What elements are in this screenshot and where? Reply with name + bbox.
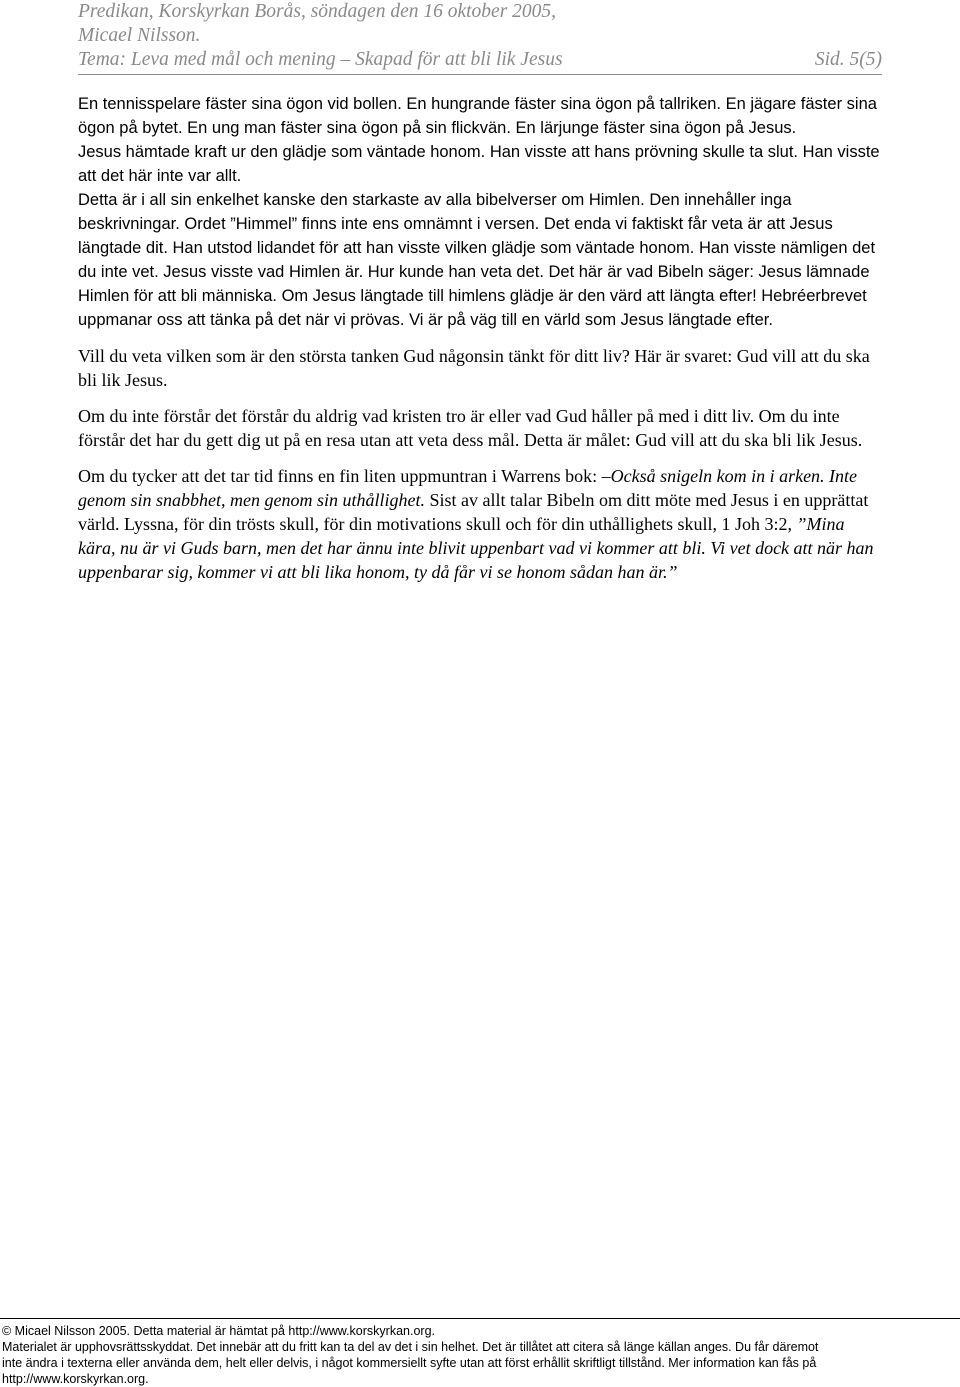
p6-quote-snail: –Också snigeln kom in i arken. Inte genom sin snabbhet, men genom sin uthållighet.	[78, 466, 858, 510]
footer-line-3: inte ändra i texterna eller använda dem, helt eller delvis, i något kommersiellt syfte utan att först erhållit skriftligt tillstånd. Mer information kan fås på	[2, 1356, 817, 1370]
document-body	[78, 92, 882, 596]
paragraph-3: Detta är i all sin enkelhet kanske den starkaste av alla bibelverser om Himlen. Den innehåller inga beskrivningar. Ordet ”Himmel” finns inte ens omnämnt i versen. Det enda vi faktiskt får veta är att Jesus längtade dit. Han utstod lidandet för att han visste vilken glädje som väntade honom. Han visste nämligen det du inte vet. Jesus visste vad Himlen är. Hur kunde han veta det. Det här är vad Bibeln säger: Jesus lämnade Himlen för att bli människa. Om Jesus längtade till himlens glädje är den värd att längta efter! Hebréerbrevet uppmanar oss att tänka på det när vi prövas. Vi är på väg till en värld som Jesus längtade efter.	[78, 191, 876, 329]
footer-line-2: Materialet är upphovsrättsskyddat. Det innebär att du fritt kan ta del av det i sin helhet. Det är tillåtet att citera så länge källan anges. Du får däremot	[2, 1340, 819, 1354]
header-line-3	[78, 48, 882, 72]
p6-text-c: Sist av allt talar Bibeln om ditt möte med Jesus i en upprättat värld. Lyssna, för din trösts skull, för din motivations skull och för din uthållighets skull, 1 Joh 3:2,	[78, 490, 869, 534]
paragraph-1: En tennisspelare fäster sina ögon vid bollen. En hungrande fäster sina ögon på tallriken. En jägare fäster sina ögon på bytet. En ung man fäster sina ögon på sin flickvän. En lärjunge fäster sina ögon på Jesus.	[78, 95, 877, 137]
page-footer	[0, 1318, 960, 1387]
page-header	[78, 0, 882, 75]
paragraph-4: Vill du veta vilken som är den största tanken Gud någonsin tänkt för ditt liv? Här är svaret: Gud vill att du ska bli lik Jesus.	[78, 346, 870, 390]
footer-line-1: © Micael Nilsson 2005. Detta material är hämtat på http://www.korskyrkan.org.	[2, 1324, 435, 1338]
footer-line-4: http://www.korskyrkan.org.	[2, 1372, 149, 1386]
p6-text-a: Om du tycker att det tar tid finns en fin liten uppmuntran i Warrens bok:	[78, 466, 602, 486]
paragraph-5: Om du inte förstår det förstår du aldrig vad kristen tro är eller vad Gud håller på med i ditt liv. Om du inte förstår det har du gett dig ut på en resa utan att veta dess mål. Detta är målet: Gud vill att du ska bli lik Jesus.	[78, 406, 863, 450]
page-number: Sid. 5(5)	[814, 49, 882, 70]
footer-rule	[0, 1318, 960, 1319]
p6-bible-quote: ”Mina kära, nu är vi Guds barn, men det har ännu inte blivit uppenbart vad vi kommer att bli. Vi vet dock att när han uppenbarar sig, kommer vi att bli lika honom, ty då får vi se honom sådan han är.”	[78, 514, 874, 582]
header-line-2: Micael Nilsson.	[78, 25, 201, 46]
header-line-1: Predikan, Korskyrkan Borås, söndagen den 16 oktober 2005,	[78, 1, 557, 22]
paragraph-2: Jesus hämtade kraft ur den glädje som väntade honom. Han visste att hans prövning skulle ta slut. Han visste att det här inte var allt.	[78, 143, 880, 185]
header-theme: Tema: Leva med mål och mening – Skapad för att bli lik Jesus	[78, 49, 563, 70]
header-rule	[78, 74, 882, 75]
sans-section	[78, 92, 882, 332]
paragraph-6	[78, 464, 882, 584]
